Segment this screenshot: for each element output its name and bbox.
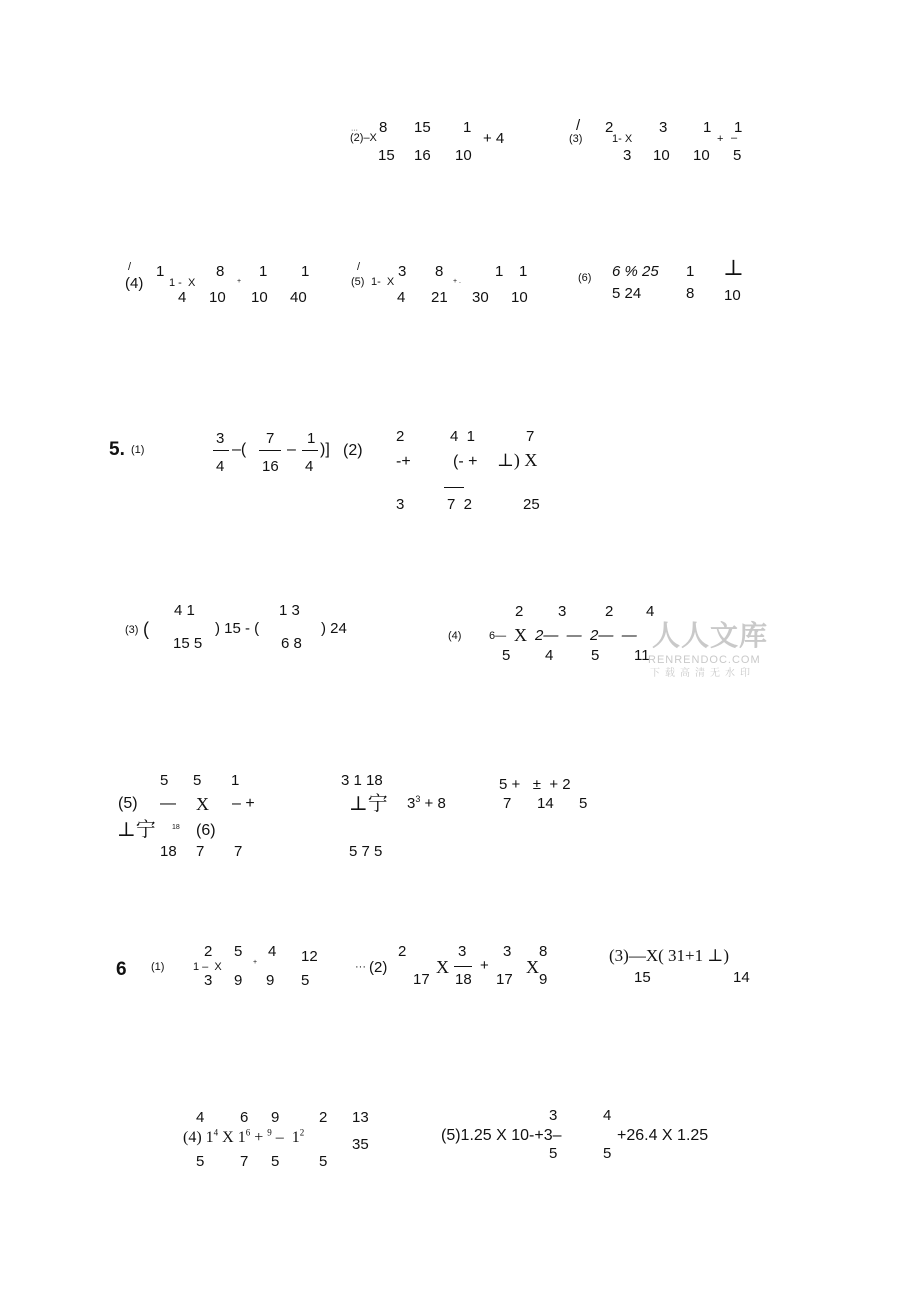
denominator: 3 [623,147,632,164]
numerator: 13 [352,1109,369,1126]
expression-part: 1- X [371,276,395,288]
slash-mark: / [576,117,581,134]
denominator: 17 [496,971,513,988]
fraction-bar [213,450,229,451]
dots: ··· [355,961,366,973]
operators: – + [232,795,255,812]
fraction-bar [259,450,281,451]
expression-part: -+ [396,453,411,470]
operator-plus: + [480,957,489,974]
operator-plus: + [254,1129,264,1146]
denominator: 10 [251,289,268,306]
denominator: 5 [733,147,742,164]
denominator: 5 [502,647,511,664]
expression-part: 5 + ± + 2 [499,776,571,793]
denominator: 5 [591,647,600,664]
problem-label: (4) [183,1129,202,1146]
denominator: 4 [178,289,187,306]
power-exponent: 3 [415,794,421,804]
operator-plus: + [717,133,724,145]
numerator: 2 [398,943,407,960]
denominator: 15 [378,147,395,164]
numerator: 2 [605,119,614,136]
operator-times: X [526,957,539,977]
problem-label: (2) [343,442,363,459]
numerator: 1 [156,263,165,280]
question-number: 5. [109,439,125,460]
expression-part: (- + [453,453,478,470]
power-expression [407,796,446,811]
denominator: 5 [271,1153,280,1170]
problem-label: (6) [196,822,216,839]
power-exponent: 6 [245,1127,251,1138]
problem-label: (2) [369,959,388,976]
denominator: 11 [634,647,650,664]
numerator: 4 1 [450,428,476,445]
numerator: 8 [216,263,225,280]
problem-label: (3) [569,133,583,145]
denominator: 4 [545,647,554,664]
operator-plus: + [253,959,258,966]
denominator: 10 [511,289,528,306]
slash-mark: / [357,261,361,273]
denominator: 10 [693,147,710,164]
power-exponent: 9 [267,1127,272,1138]
numerator: 8 [539,943,548,960]
denominator: 25 [523,496,540,513]
denominator: 10 [209,289,226,306]
numerator: 2 [396,428,405,445]
power-base: 1 [237,1129,246,1146]
denominator: 3 [396,496,405,513]
expression-part: 1 – X [193,961,222,973]
expression-part: 2— — 2— — [535,627,637,644]
numerator: 6 % 25 [612,263,659,280]
numerator: 3 [458,943,467,960]
numerator: 4 [646,603,655,620]
operator: )] [320,441,330,458]
numerator: 2 [605,603,614,620]
denominator: 9 [234,972,243,989]
numerator: 9 [271,1109,280,1126]
denominator: 5 [196,1153,205,1170]
denominator: 6 8 [281,635,302,652]
numerator: 8 [379,119,388,136]
expression-part: ) 15 - ( [215,620,260,637]
denominator: 7 [196,843,205,860]
denominator: 18 [455,971,472,988]
perpendicular-symbol: ⊥ [723,255,744,280]
operator-times: X [222,1129,234,1146]
denominator: 3 [204,972,213,989]
denominator: 9 [266,972,275,989]
numerator: 1 [301,263,310,280]
operator-times: X [436,957,449,977]
denominator: 18 [160,843,177,860]
denominator: 5 [319,1153,328,1170]
denominator: 7 [240,1153,249,1170]
operator-plus: + 4 [483,130,505,147]
denominator: 7 2 [447,496,473,513]
problem-label: (6) [578,272,592,284]
numerator: 7 [266,430,275,447]
numerator: 5 [160,772,169,789]
operator-times: X [514,625,527,645]
operator-plus: + [237,278,242,285]
denominator: 7 [503,795,512,812]
denominator: 9 [539,971,548,988]
dash: — [160,795,176,812]
fraction-bar [454,966,472,967]
numerator: 5 [193,772,202,789]
small-number: 18 [172,824,180,831]
numerator: 3 [503,943,512,960]
operator-minus: – [275,1129,284,1146]
numerator: 1 [495,263,504,280]
numerator: 4 [196,1109,205,1126]
numerator: 5 [234,943,243,960]
denominator: 16 [414,147,431,164]
numerator: 4 [268,943,277,960]
power-base: 3 [407,795,416,812]
open-paren: ( [143,619,149,639]
denominator: 5 [549,1145,558,1162]
watermark-domain: RENRENDOC.COM [648,654,761,666]
numerator: 15 [414,119,431,136]
perpendicular-symbol: ⊥宁 [349,793,388,815]
denominator: 14 [733,969,750,986]
problem-label: (4) [448,630,462,642]
problem-label: (2)–X [350,132,377,144]
numerator: 2 [515,603,524,620]
numerator: 1 [259,263,268,280]
denominator-group: 5 7 5 [349,843,383,860]
power-base: 1 [291,1129,300,1146]
problem-label: (1) [151,961,165,973]
expression-part: 35 [352,1136,369,1153]
fraction-bar [444,487,464,488]
fraction-bar [302,450,318,451]
denominator: 21 [431,289,448,306]
numerator: 1 [734,119,743,136]
numerator: 7 [526,428,535,445]
numerator: 4 [603,1107,612,1124]
watermark-brand: 人人文库 [652,619,769,652]
denominator: 4 [216,458,225,475]
numerator: 1 [519,263,528,280]
numerator: 8 [435,263,444,280]
numerator: 1 3 [279,602,300,619]
expression-part: ) 24 [321,620,347,637]
power-expression [183,1127,305,1146]
numerator: 1 [231,772,240,789]
numerator: 3 [549,1107,558,1124]
denominator: 10 [455,147,472,164]
denominator: 10 [724,287,741,304]
expression-part: (3)—X( 31+1 ⊥) [609,946,729,965]
expression-part: 1- X [612,133,633,145]
denominator: 5 [579,795,588,812]
denominator: 30 [472,289,489,306]
numerator: 2 [319,1109,328,1126]
numerator: 3 [216,430,225,447]
problem-label: (5) [118,795,138,812]
denominator: 4 [305,458,314,475]
numerator: 1 [307,430,316,447]
problem-label: (1) [131,444,145,456]
numerator: 1 [703,119,712,136]
numerator: 1 [686,263,695,280]
numerator: 6 [240,1109,249,1126]
operator: –( [232,441,247,458]
denominator: 4 [397,289,406,306]
numerator-group: 3 1 18 [341,772,383,789]
expression-part: 1 - X [169,277,196,289]
numerator: 2 [204,943,213,960]
power-exponent: 2 [299,1127,305,1138]
denominator: 10 [653,147,670,164]
denominator: 5 24 [612,285,642,302]
perpendicular-symbol: ⊥宁 [117,819,156,841]
denominator: 5 [603,1145,612,1162]
operator-minus: – [731,132,738,144]
denominator: 5 [301,972,310,989]
numerator: 3 [558,603,567,620]
denominator: 7 [234,843,243,860]
numerator: 3 [659,119,668,136]
expression-part: +26.4 X 1.25 [617,1127,709,1144]
label-dots: ··· [351,127,358,134]
denominator: 16 [262,458,279,475]
operator-plus: + 8 [424,795,446,812]
problem-label: (5) [351,276,365,288]
question-number: 6 [116,959,127,980]
operator: – [287,441,296,458]
denominator: 14 [537,795,554,812]
operator-plus: + . [453,278,461,285]
numerator: 12 [301,948,318,965]
power-exponent: 4 [213,1127,219,1138]
denominator: 17 [413,971,430,988]
numerator: 3 [398,263,407,280]
slash-mark: / [128,261,132,273]
expression-part: 6— [489,630,507,642]
problem-label: (4) [125,275,144,292]
problem-label: (3) [125,624,139,636]
expression-part: (5)1.25 X 10-+3– [441,1127,562,1144]
denominator: 8 [686,285,695,302]
denominator: 15 5 [173,635,203,652]
denominator: 40 [290,289,307,306]
watermark-slogan: 下载高清无水印 [650,668,755,679]
operator-times: X [196,794,209,814]
expression-part: ⊥) X [497,450,538,470]
denominator: 15 [634,969,651,986]
numerator: 1 [463,119,472,136]
numerator: 4 1 [174,602,195,619]
power-base: 1 [205,1129,214,1146]
